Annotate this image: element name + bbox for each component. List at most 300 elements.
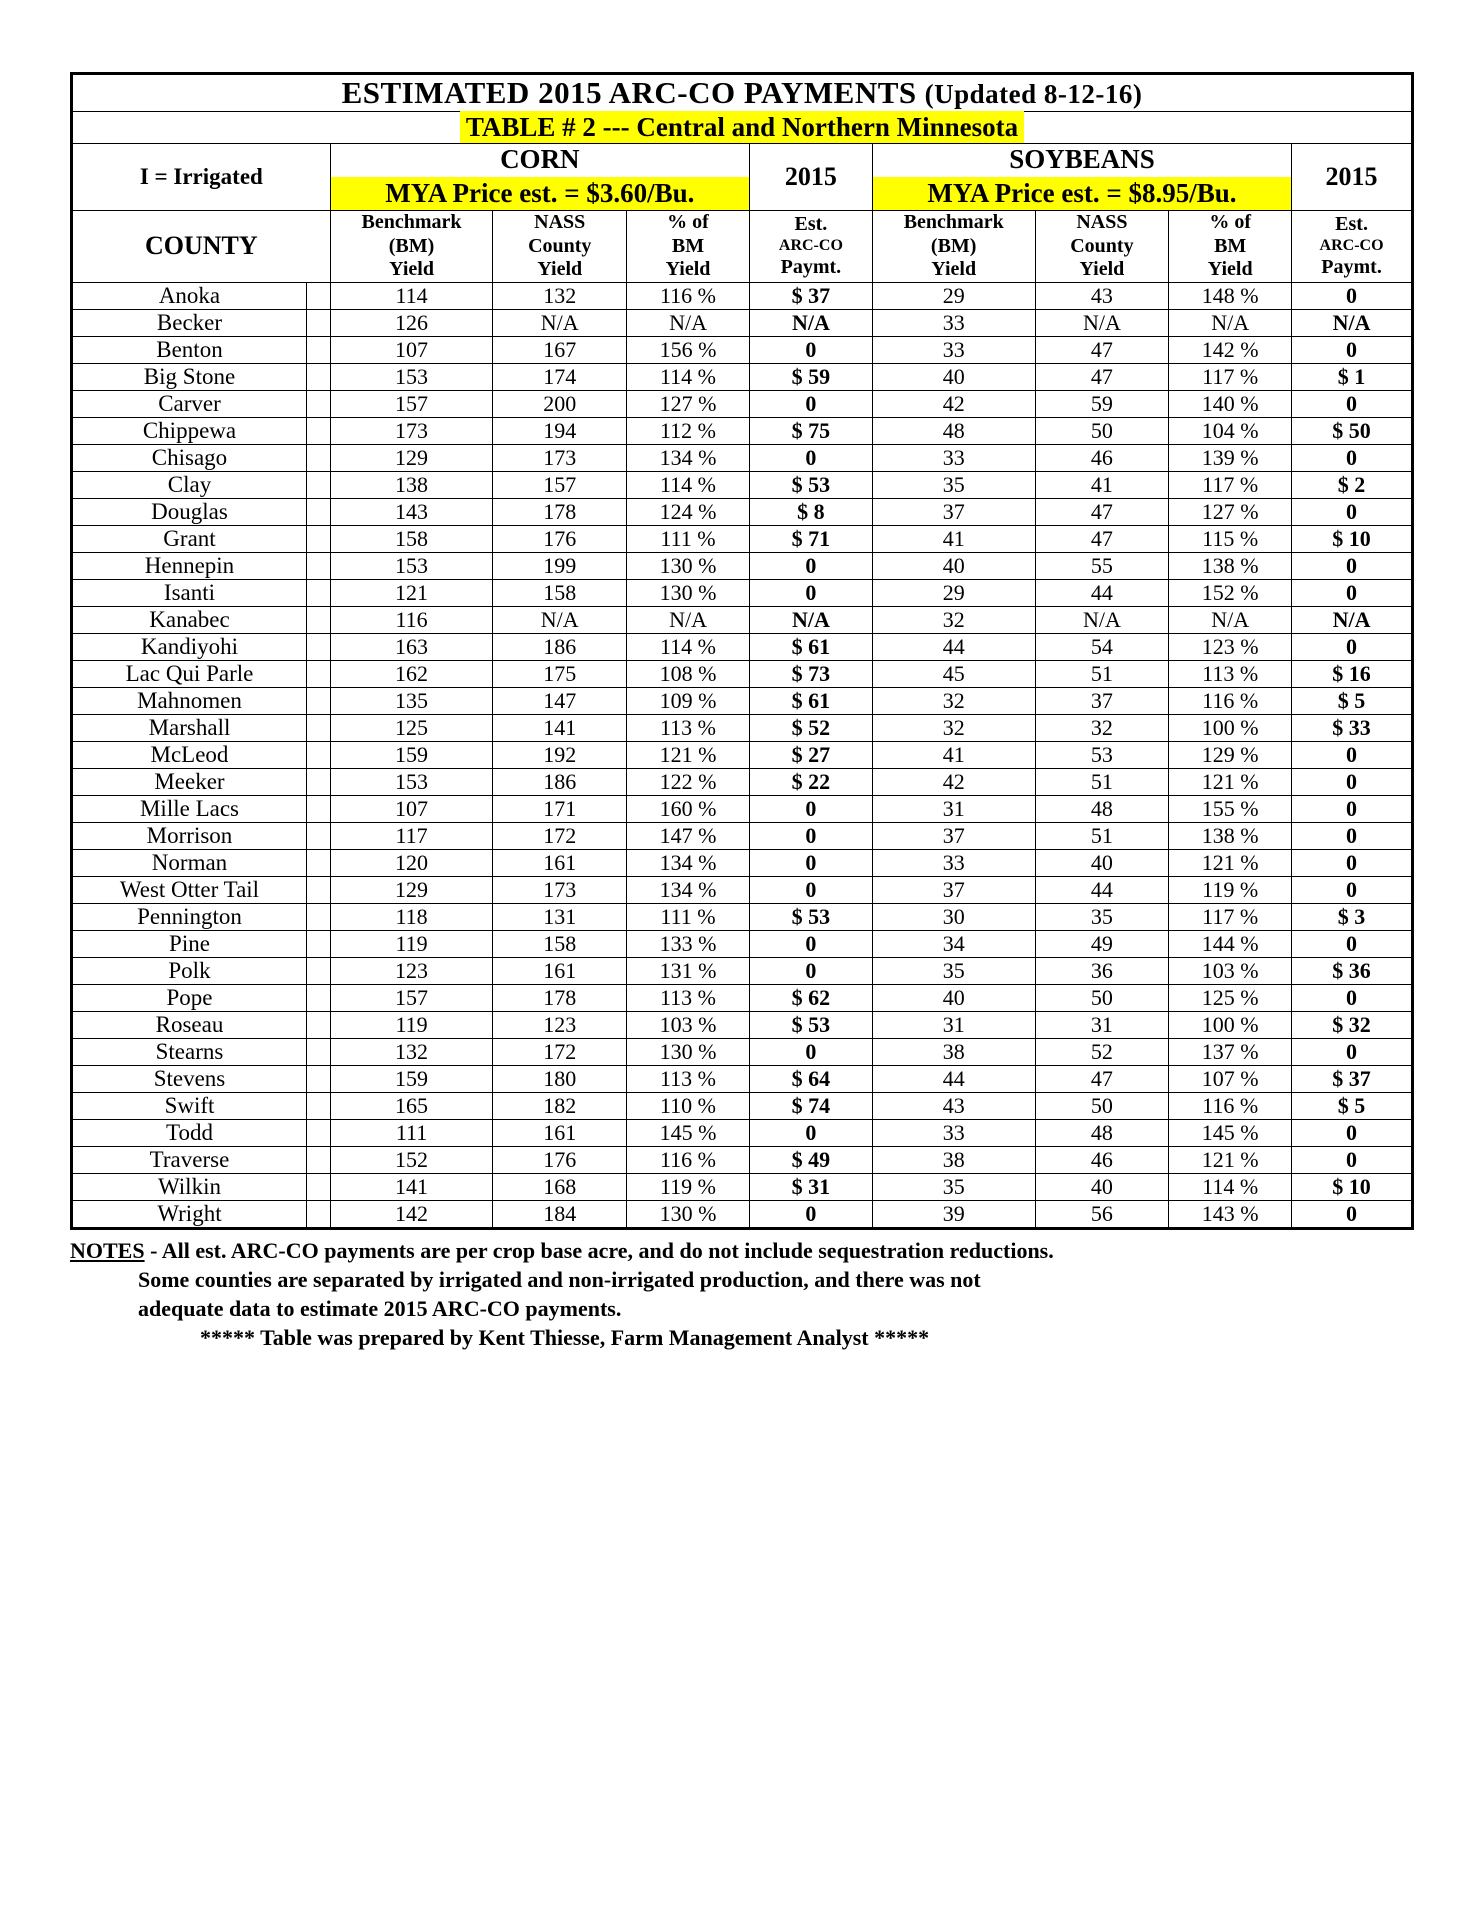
county-name: Wilkin (72, 1173, 307, 1200)
table-row (72, 1173, 1413, 1200)
corn-nass-line1: NASS (534, 211, 586, 233)
corn-nass-yield: 167 (493, 336, 627, 363)
corn-mya-price: MYA Price est. = $3.60/Bu. (331, 177, 749, 210)
soybean-est-payment: 0 (1292, 282, 1413, 309)
corn-benchmark-header (330, 211, 493, 283)
corn-nass-yield: 200 (493, 390, 627, 417)
soybean-percent-bm: N/A (1169, 606, 1292, 633)
corn-est-payment: 0 (749, 336, 872, 363)
corn-est-payment: $ 75 (749, 417, 872, 444)
soybean-nass-yield: 53 (1035, 741, 1169, 768)
corn-percent-bm: 130 % (627, 1038, 750, 1065)
soybean-payment-line3: Paymt. (1321, 255, 1382, 278)
soybean-benchmark-yield: 39 (872, 1200, 1035, 1228)
corn-nass-line2: County (528, 234, 592, 257)
corn-est-payment: $ 61 (749, 633, 872, 660)
irrigated-flag (306, 552, 330, 579)
soybean-est-payment: $ 37 (1292, 1065, 1413, 1092)
soybean-percent-bm: 117 % (1169, 471, 1292, 498)
irrigated-flag (306, 1146, 330, 1173)
corn-est-payment: $ 71 (749, 525, 872, 552)
corn-nass-yield: 184 (493, 1200, 627, 1228)
soybean-percent-bm: 100 % (1169, 1011, 1292, 1038)
corn-nass-yield: 174 (493, 363, 627, 390)
soybean-percent-bm: 119 % (1169, 876, 1292, 903)
corn-benchmark-yield: 152 (330, 1146, 493, 1173)
soybean-percent-bm: 117 % (1169, 903, 1292, 930)
irrigated-flag (306, 525, 330, 552)
corn-benchmark-yield: 123 (330, 957, 493, 984)
table-row (72, 606, 1413, 633)
table-row (72, 633, 1413, 660)
corn-benchmark-yield: 111 (330, 1119, 493, 1146)
irrigated-flag (306, 309, 330, 336)
table-row (72, 1092, 1413, 1119)
corn-nass-yield: 180 (493, 1065, 627, 1092)
soybean-percent-bm: 127 % (1169, 498, 1292, 525)
county-name: Chippewa (72, 417, 307, 444)
title-row (72, 74, 1413, 112)
county-name: Mille Lacs (72, 795, 307, 822)
soybean-est-payment: 0 (1292, 1200, 1413, 1228)
corn-est-payment: 0 (749, 1200, 872, 1228)
corn-nass-yield: 158 (493, 930, 627, 957)
subtitle-row (72, 112, 1413, 144)
table-row (72, 282, 1413, 309)
irrigated-flag (306, 903, 330, 930)
table-row (72, 1038, 1413, 1065)
corn-nass-yield: 173 (493, 876, 627, 903)
soybean-percent-bm: 123 % (1169, 633, 1292, 660)
soybean-group-header (872, 144, 1291, 211)
corn-percent-bm: N/A (627, 309, 750, 336)
corn-nass-yield: 186 (493, 768, 627, 795)
soybean-nass-yield: N/A (1035, 309, 1169, 336)
soybean-est-payment: $ 5 (1292, 687, 1413, 714)
corn-percent-bm: 130 % (627, 1200, 750, 1228)
corn-pct-line2: BM (671, 234, 705, 257)
table-row (72, 498, 1413, 525)
soybean-percent-bm: 125 % (1169, 984, 1292, 1011)
soybean-group-label: SOYBEANS (1009, 144, 1155, 174)
corn-percent-bm: 108 % (627, 660, 750, 687)
soybean-est-payment: 0 (1292, 336, 1413, 363)
soybean-benchmark-yield: 33 (872, 336, 1035, 363)
irrigated-flag (306, 768, 330, 795)
corn-percent-bm: 133 % (627, 930, 750, 957)
soybean-est-payment: 0 (1292, 930, 1413, 957)
table-row (72, 1200, 1413, 1228)
corn-group-label: CORN (500, 144, 580, 174)
corn-est-payment: N/A (749, 309, 872, 336)
soybean-nass-yield: 47 (1035, 363, 1169, 390)
county-name: Anoka (72, 282, 307, 309)
soybean-benchmark-yield: 40 (872, 552, 1035, 579)
soybean-benchmark-yield: 44 (872, 633, 1035, 660)
soybean-benchmark-yield: 35 (872, 957, 1035, 984)
corn-est-payment: $ 49 (749, 1146, 872, 1173)
soybean-benchmark-yield: 35 (872, 471, 1035, 498)
soybean-benchmark-yield: 32 (872, 687, 1035, 714)
notes-line1-text: - All est. ARC-CO payments are per crop base acre, and do not include sequestration reductions. (144, 1237, 1054, 1263)
table-row (72, 984, 1413, 1011)
corn-nass-yield: 172 (493, 1038, 627, 1065)
county-name: McLeod (72, 741, 307, 768)
corn-est-payment: N/A (749, 606, 872, 633)
corn-nass-yield: 178 (493, 498, 627, 525)
corn-est-payment: 0 (749, 930, 872, 957)
corn-benchmark-yield: 121 (330, 579, 493, 606)
corn-est-payment: $ 53 (749, 1011, 872, 1038)
corn-benchmark-yield: 125 (330, 714, 493, 741)
soybean-benchmark-yield: 38 (872, 1146, 1035, 1173)
soybean-nass-yield: 40 (1035, 849, 1169, 876)
soybean-nass-header (1035, 211, 1169, 283)
county-name: Roseau (72, 1011, 307, 1038)
irrigated-flag (306, 579, 330, 606)
corn-benchmark-yield: 153 (330, 363, 493, 390)
county-name: Carver (72, 390, 307, 417)
corn-benchmark-yield: 153 (330, 768, 493, 795)
soybean-pct-header (1169, 211, 1292, 283)
soybean-benchmark-yield: 41 (872, 741, 1035, 768)
county-name: Isanti (72, 579, 307, 606)
corn-est-payment: $ 62 (749, 984, 872, 1011)
soybean-percent-bm: 148 % (1169, 282, 1292, 309)
corn-benchmark-yield: 141 (330, 1173, 493, 1200)
soybean-percent-bm: 138 % (1169, 822, 1292, 849)
corn-benchmark-yield: 126 (330, 309, 493, 336)
county-name: Pennington (72, 903, 307, 930)
irrigated-flag (306, 444, 330, 471)
corn-benchmark-yield: 163 (330, 633, 493, 660)
corn-est-payment: $ 22 (749, 768, 872, 795)
corn-est-payment: 0 (749, 390, 872, 417)
corn-percent-bm: 121 % (627, 741, 750, 768)
soybean-est-payment: $ 5 (1292, 1092, 1413, 1119)
corn-est-payment: $ 59 (749, 363, 872, 390)
corn-benchmark-yield: 153 (330, 552, 493, 579)
soybean-benchmark-yield: 33 (872, 1119, 1035, 1146)
soybean-benchmark-yield: 33 (872, 444, 1035, 471)
corn-est-payment: $ 31 (749, 1173, 872, 1200)
corn-percent-bm: 145 % (627, 1119, 750, 1146)
corn-est-payment: $ 53 (749, 471, 872, 498)
corn-pct-line1: % of (667, 211, 709, 233)
corn-benchmark-yield: 119 (330, 930, 493, 957)
soybean-est-payment: 0 (1292, 984, 1413, 1011)
soybean-est-payment: 0 (1292, 390, 1413, 417)
soybean-nass-yield: N/A (1035, 606, 1169, 633)
soybean-year-header: 2015 (1292, 144, 1413, 211)
soybean-nass-yield: 32 (1035, 714, 1169, 741)
corn-nass-yield: 161 (493, 849, 627, 876)
corn-est-payment: $ 37 (749, 282, 872, 309)
soybean-percent-bm: 144 % (1169, 930, 1292, 957)
corn-est-payment: $ 74 (749, 1092, 872, 1119)
corn-percent-bm: 116 % (627, 1146, 750, 1173)
soybean-benchmark-yield: 44 (872, 1065, 1035, 1092)
corn-est-payment: $ 64 (749, 1065, 872, 1092)
table-row (72, 849, 1413, 876)
irrigated-flag (306, 390, 330, 417)
soybean-nass-yield: 59 (1035, 390, 1169, 417)
irrigated-flag (306, 1011, 330, 1038)
county-name: Norman (72, 849, 307, 876)
soybean-nass-yield: 47 (1035, 336, 1169, 363)
county-name: Traverse (72, 1146, 307, 1173)
table-row (72, 903, 1413, 930)
corn-pct-header (627, 211, 750, 283)
soybean-pct-line2: BM (1214, 234, 1247, 257)
irrigated-flag (306, 498, 330, 525)
soybean-est-payment: $ 1 (1292, 363, 1413, 390)
county-name: Grant (72, 525, 307, 552)
corn-nass-yield: 176 (493, 525, 627, 552)
table-row (72, 336, 1413, 363)
soybean-benchmark-yield: 45 (872, 660, 1035, 687)
irrigated-flag (306, 849, 330, 876)
soybean-benchmark-yield: 29 (872, 282, 1035, 309)
soybean-est-payment: $ 33 (1292, 714, 1413, 741)
soybean-percent-bm: 138 % (1169, 552, 1292, 579)
corn-est-payment: 0 (749, 579, 872, 606)
corn-nass-header (493, 211, 627, 283)
table-row (72, 363, 1413, 390)
soybean-est-payment: 0 (1292, 1146, 1413, 1173)
soybean-nass-yield: 35 (1035, 903, 1169, 930)
corn-nass-yield: 178 (493, 984, 627, 1011)
county-name: Clay (72, 471, 307, 498)
soybean-nass-yield: 51 (1035, 822, 1169, 849)
county-name: Morrison (72, 822, 307, 849)
soybean-benchmark-yield: 30 (872, 903, 1035, 930)
document-subtitle (72, 112, 1413, 144)
corn-percent-bm: 111 % (627, 525, 750, 552)
irrigated-flag (306, 282, 330, 309)
table-row (72, 525, 1413, 552)
corn-est-payment: $ 52 (749, 714, 872, 741)
corn-percent-bm: 134 % (627, 876, 750, 903)
county-name: Benton (72, 336, 307, 363)
corn-nass-yield: 172 (493, 822, 627, 849)
county-name: Swift (72, 1092, 307, 1119)
corn-benchmark-yield: 132 (330, 1038, 493, 1065)
county-column-header: COUNTY (72, 211, 331, 283)
corn-percent-bm: 127 % (627, 390, 750, 417)
corn-nass-yield: 176 (493, 1146, 627, 1173)
county-name: Kanabec (72, 606, 307, 633)
soybean-benchmark-yield: 43 (872, 1092, 1035, 1119)
table-row (72, 741, 1413, 768)
soybean-nass-yield: 50 (1035, 417, 1169, 444)
soybean-benchmark-yield: 40 (872, 363, 1035, 390)
corn-est-payment: 0 (749, 822, 872, 849)
corn-est-payment: 0 (749, 1119, 872, 1146)
notes-line-2: Some counties are separated by irrigated and non-irrigated production, and there was not (138, 1266, 981, 1292)
soybean-benchmark-yield: 48 (872, 417, 1035, 444)
soybean-nass-line1: NASS (1076, 211, 1128, 233)
soybean-est-payment: 0 (1292, 822, 1413, 849)
county-name: Chisago (72, 444, 307, 471)
irrigated-flag (306, 363, 330, 390)
corn-benchmark-yield: 173 (330, 417, 493, 444)
irrigated-flag (306, 1038, 330, 1065)
county-name: Polk (72, 957, 307, 984)
corn-est-payment: 0 (749, 849, 872, 876)
soybean-benchmark-line3: Yield (931, 258, 977, 281)
table-row (72, 390, 1413, 417)
irrigated-flag (306, 1092, 330, 1119)
corn-percent-bm: 130 % (627, 579, 750, 606)
soybean-nass-yield: 31 (1035, 1011, 1169, 1038)
table-row (72, 417, 1413, 444)
corn-percent-bm: 131 % (627, 957, 750, 984)
soybean-est-payment: 0 (1292, 498, 1413, 525)
corn-percent-bm: 112 % (627, 417, 750, 444)
soybean-percent-bm: 107 % (1169, 1065, 1292, 1092)
county-name: Big Stone (72, 363, 307, 390)
soybean-nass-yield: 48 (1035, 795, 1169, 822)
notes-line-3: adequate data to estimate 2015 ARC-CO payments. (138, 1295, 622, 1321)
corn-payment-header (749, 211, 872, 283)
table-row (72, 660, 1413, 687)
corn-percent-bm: 116 % (627, 282, 750, 309)
soybean-nass-yield: 36 (1035, 957, 1169, 984)
soybean-nass-line2: County (1070, 234, 1134, 257)
corn-nass-yield: 161 (493, 957, 627, 984)
notes-label: NOTES (70, 1237, 145, 1263)
soybean-pct-line3: Yield (1207, 258, 1253, 281)
corn-benchmark-yield: 135 (330, 687, 493, 714)
corn-benchmark-yield: 157 (330, 390, 493, 417)
county-name: Douglas (72, 498, 307, 525)
soybean-est-payment: 0 (1292, 579, 1413, 606)
corn-est-payment: 0 (749, 795, 872, 822)
county-name: Wright (72, 1200, 307, 1228)
corn-nass-line3: Yield (537, 258, 583, 281)
corn-percent-bm: 113 % (627, 714, 750, 741)
corn-nass-yield: 147 (493, 687, 627, 714)
soybean-est-payment: $ 32 (1292, 1011, 1413, 1038)
soybean-nass-yield: 47 (1035, 525, 1169, 552)
soybean-percent-bm: 116 % (1169, 687, 1292, 714)
corn-payment-line2: ARC-CO (778, 236, 843, 254)
soybean-percent-bm: 116 % (1169, 1092, 1292, 1119)
county-name: Marshall (72, 714, 307, 741)
corn-benchmark-yield: 107 (330, 795, 493, 822)
soybean-payment-line2: ARC-CO (1319, 236, 1384, 254)
corn-est-payment: 0 (749, 1038, 872, 1065)
soybean-percent-bm: 140 % (1169, 390, 1292, 417)
corn-benchmark-yield: 138 (330, 471, 493, 498)
corn-percent-bm: 109 % (627, 687, 750, 714)
subtitle-text: TABLE # 2 --- Central and Northern Minnesota (460, 111, 1024, 143)
soybean-nass-yield: 55 (1035, 552, 1169, 579)
soybean-percent-bm: 142 % (1169, 336, 1292, 363)
corn-percent-bm: 147 % (627, 822, 750, 849)
corn-nass-yield: 199 (493, 552, 627, 579)
soybean-est-payment: N/A (1292, 606, 1413, 633)
corn-benchmark-yield: 162 (330, 660, 493, 687)
soybean-est-payment: $ 50 (1292, 417, 1413, 444)
irrigated-flag (306, 795, 330, 822)
corn-payment-line3: Paymt. (780, 255, 842, 278)
soybean-percent-bm: 103 % (1169, 957, 1292, 984)
soybean-est-payment: 0 (1292, 741, 1413, 768)
table-row (72, 1065, 1413, 1092)
soybean-nass-yield: 51 (1035, 768, 1169, 795)
irrigated-flag (306, 660, 330, 687)
soybean-percent-bm: 121 % (1169, 768, 1292, 795)
corn-percent-bm: 110 % (627, 1092, 750, 1119)
soybean-nass-yield: 47 (1035, 498, 1169, 525)
soybean-benchmark-yield: 37 (872, 498, 1035, 525)
corn-benchmark-yield: 120 (330, 849, 493, 876)
notes-line-4: ***** Table was prepared by Kent Thiesse, Farm Management Analyst ***** (200, 1324, 930, 1350)
county-name: Stearns (72, 1038, 307, 1065)
corn-benchmark-yield: 129 (330, 876, 493, 903)
county-name: Becker (72, 309, 307, 336)
corn-benchmark-yield: 158 (330, 525, 493, 552)
soybean-benchmark-yield: 40 (872, 984, 1035, 1011)
corn-percent-bm: N/A (627, 606, 750, 633)
corn-est-payment: 0 (749, 876, 872, 903)
county-name: Pine (72, 930, 307, 957)
corn-nass-yield: 158 (493, 579, 627, 606)
corn-benchmark-line1: Benchmark (361, 211, 462, 233)
soybean-nass-yield: 37 (1035, 687, 1169, 714)
corn-benchmark-yield: 119 (330, 1011, 493, 1038)
soybean-benchmark-yield: 37 (872, 876, 1035, 903)
county-name: Todd (72, 1119, 307, 1146)
corn-nass-yield: 192 (493, 741, 627, 768)
county-name: Meeker (72, 768, 307, 795)
soybean-est-payment: 0 (1292, 444, 1413, 471)
notes-line-1 (70, 1236, 1414, 1265)
soybean-benchmark-yield: 32 (872, 606, 1035, 633)
irrigated-flag (306, 930, 330, 957)
soybean-nass-yield: 41 (1035, 471, 1169, 498)
soybean-percent-bm: N/A (1169, 309, 1292, 336)
corn-benchmark-line2: (BM) (388, 234, 435, 257)
table-row (72, 876, 1413, 903)
irrigated-flag (306, 336, 330, 363)
corn-benchmark-yield: 143 (330, 498, 493, 525)
soybean-est-payment: $ 16 (1292, 660, 1413, 687)
table-row (72, 687, 1413, 714)
corn-est-payment: $ 27 (749, 741, 872, 768)
corn-benchmark-yield: 117 (330, 822, 493, 849)
soybean-percent-bm: 155 % (1169, 795, 1292, 822)
corn-benchmark-yield: 114 (330, 282, 493, 309)
soybean-est-payment: 0 (1292, 795, 1413, 822)
soybean-benchmark-line1: Benchmark (903, 211, 1004, 233)
soybean-percent-bm: 137 % (1169, 1038, 1292, 1065)
soybean-percent-bm: 139 % (1169, 444, 1292, 471)
soybean-benchmark-yield: 37 (872, 822, 1035, 849)
soybean-est-payment: 0 (1292, 849, 1413, 876)
soybean-est-payment: $ 3 (1292, 903, 1413, 930)
corn-nass-yield: 132 (493, 282, 627, 309)
table-row (72, 552, 1413, 579)
document-title (72, 74, 1413, 112)
soybean-percent-bm: 129 % (1169, 741, 1292, 768)
corn-benchmark-yield: 165 (330, 1092, 493, 1119)
soybean-nass-line3: Yield (1079, 258, 1125, 281)
irrigated-flag (306, 417, 330, 444)
soybean-benchmark-yield: 29 (872, 579, 1035, 606)
